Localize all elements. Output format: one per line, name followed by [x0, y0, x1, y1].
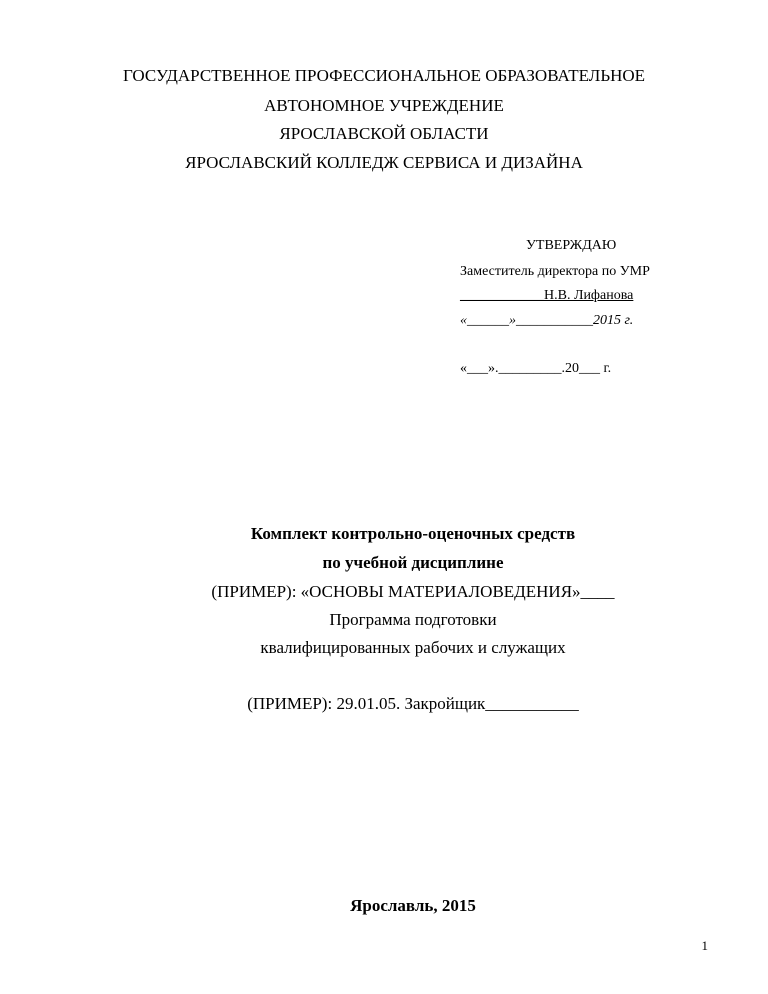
profession-line: (ПРИМЕР): 29.01.05. Закройщик___________: [247, 694, 579, 713]
approval-signature-line: ____________Н.В. Лифанова: [460, 288, 634, 303]
approval-date-line-2: «___»._________.20___ г.: [460, 361, 612, 376]
program-line-2: квалифицированных рабочих и служащих: [260, 638, 566, 657]
header-line-4: ЯРОСЛАВСКИЙ КОЛЛЕДЖ СЕРВИСА И ДИЗАЙНА: [185, 153, 583, 172]
header-line-2: АВТОНОМНОЕ УЧРЕЖДЕНИЕ: [264, 96, 504, 115]
city-year: Ярославль, 2015: [350, 896, 476, 915]
discipline-name: (ПРИМЕР): «ОСНОВЫ МАТЕРИАЛОВЕДЕНИЯ»____: [211, 582, 615, 601]
document-title-line-2: по учебной дисциплине: [322, 553, 504, 572]
approval-title: УТВЕРЖДАЮ: [526, 238, 617, 253]
document-title-line-1: Комплект контрольно-оценочных средств: [250, 524, 576, 543]
header-line-1: ГОСУДАРСТВЕННОЕ ПРОФЕССИОНАЛЬНОЕ ОБРАЗОВАТЕЛЬНОЕ: [122, 66, 646, 85]
page-number: 1: [701, 938, 708, 953]
program-line-1: Программа подготовки: [329, 610, 497, 629]
approval-date-line-1: «______»___________2015 г.: [460, 313, 634, 328]
approval-position: Заместитель директора по УМР: [460, 264, 650, 279]
header-line-3: ЯРОСЛАВСКОЙ ОБЛАСТИ: [279, 124, 489, 143]
